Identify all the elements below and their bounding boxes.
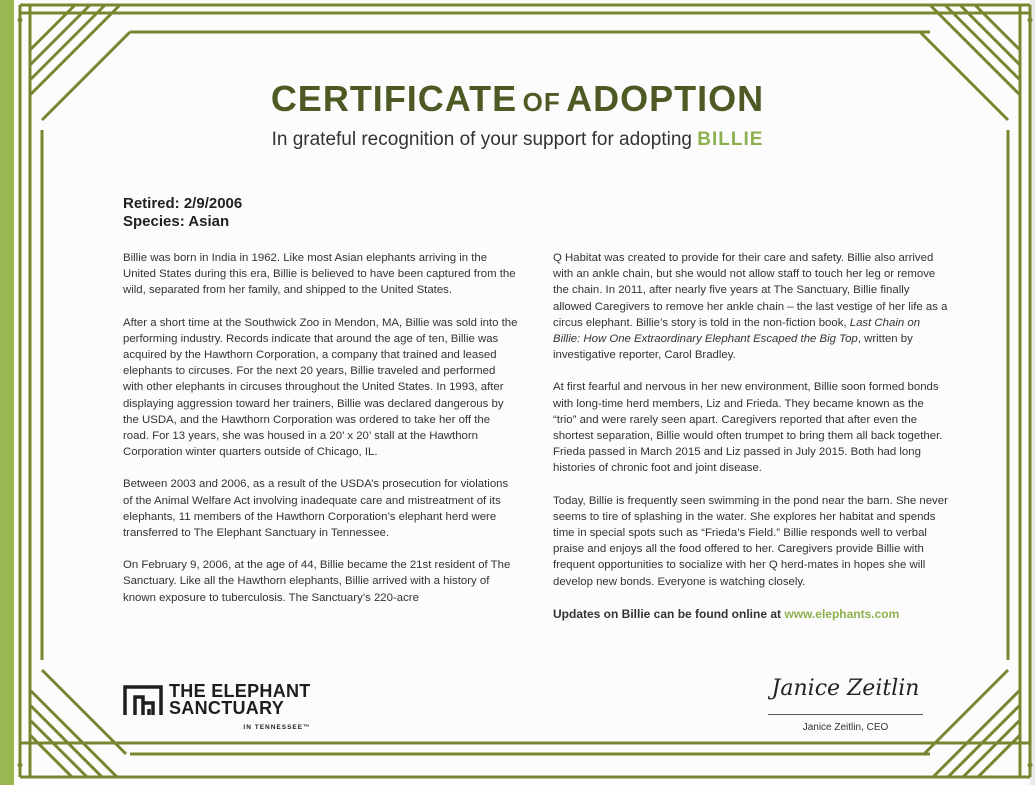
elephant-meta — [123, 195, 242, 231]
website-link[interactable]: www.elephants.com — [784, 606, 900, 621]
logo-line3: IN TENNESSEE™ — [243, 724, 311, 731]
ceo-signature — [768, 676, 923, 733]
updates-text: Updates on Billie can be found online at — [553, 606, 782, 621]
sanctuary-logo — [123, 683, 311, 736]
title-part2: ADOPTION — [566, 78, 765, 119]
story-column-right — [553, 250, 948, 622]
story-paragraph: On February 9, 2006, at the age of 44, Billie became the 21st resident of The Sanctuary. Like all the Hawthorn elephants, Billie arrived with a history of known exposure to tuberculosis. The Sanctuary’s 220-acre — [123, 559, 511, 604]
elephant-sanctuary-logo-icon — [123, 683, 163, 717]
elephant-name: BILLIE — [697, 129, 764, 150]
certificate-subtitle — [0, 129, 1035, 151]
story-paragraph: Today, Billie is frequently seen swimming in the pond near the barn. She never seems to tire of splashing in the water. She explores her habitat and spends time in special spots such as “Frieda’s Field.” Billie responds well to verbal praise and enjoys all the food offered to her. Caregivers provide Billie with frequent opportunities to socialize with her Q herd-mates in hopes she will develop new bonds. Everyone is watching closely. — [553, 494, 948, 588]
signature-caption: Janice Zeitlin, CEO — [802, 722, 889, 733]
p1-after: , written by investigative reporter, Carol Bradley. — [553, 333, 913, 362]
signature-line — [768, 714, 923, 715]
story-paragraph: At first fearful and nervous in her new environment, Billie soon formed bonds with long-time herd members, Liz and Frieda. They became known as the “trio” and were rarely seen apart. Caregivers reported that after even the shortest separation, Billie would often trumpet to bring them all back together. Frieda passed in March 2015 and Liz passed in July 2015. Both had long histories of chronic foot and joint disease. — [553, 381, 943, 475]
story-paragraph: Billie was born in India in 1962. Like most Asian elephants arriving in the United States during this era, Billie is believed to have been captured from the wild, separated from her family, and shipped to the United States. — [123, 252, 516, 297]
logo-line1: THE ELEPHANT — [169, 681, 311, 701]
retired-date: Retired: 2/9/2006 — [123, 195, 243, 212]
book-title: Last Chain on Billie: How One Extraordinary Elephant Escaped the Big Top — [553, 316, 921, 346]
species: Species: Asian — [123, 213, 230, 230]
title-of: OF — [522, 87, 561, 117]
story-paragraph — [553, 250, 948, 363]
logo-line2: SANCTUARY — [169, 698, 285, 718]
story-paragraph: After a short time at the Southwick Zoo in Mendon, MA, Billie was sold into the performing industry. Records indicate that around the age of ten, Billie was acquired by the Hawthorn Corporation, a company that trained and leased elephants to circuses. For the next 20 years, Billie traveled and performed with other elephants in circuses throughout the United States. In 1993, after displaying aggression toward her trainers, Billie was declared dangerous by the USDA, and the Hawthorn Corporation was ordered to take her off the road. For 13 years, she was housed in a 20’ x 20’ stall at the Hawthorn Corporation winter quarters outside of Chicago, IL. — [123, 316, 518, 459]
subtitle-text: In grateful recognition of your support for adopting — [271, 129, 692, 150]
story-paragraph: Between 2003 and 2006, as a result of the USDA’s prosecution for violations of the Animal Welfare Act involving inadequate care and mistreatment of its elephants, 11 members of the Hawthorn Corporation’s elephant herd were transferred to The Elephant Sanctuary in Tennessee. — [123, 478, 509, 540]
updates-line — [553, 606, 948, 622]
certificate-title — [0, 78, 1035, 120]
title-part1: CERTIFICATE — [270, 78, 518, 119]
story-column-left — [123, 250, 518, 622]
signature-script: Janice Zeitlin — [771, 676, 920, 701]
p1-before: Q Habitat was created to provide for their care and safety. Billie also arrived with an ankle chain, but she would not allow staff to touch her leg or remove the chain. In 2011, after nearly five years at The Sanctuary, Billie finally allowed Caregivers to remove her ankle chain – the last vestige of her life as a circus elephant. Billie’s story is told in the non-fiction book, — [553, 252, 948, 329]
